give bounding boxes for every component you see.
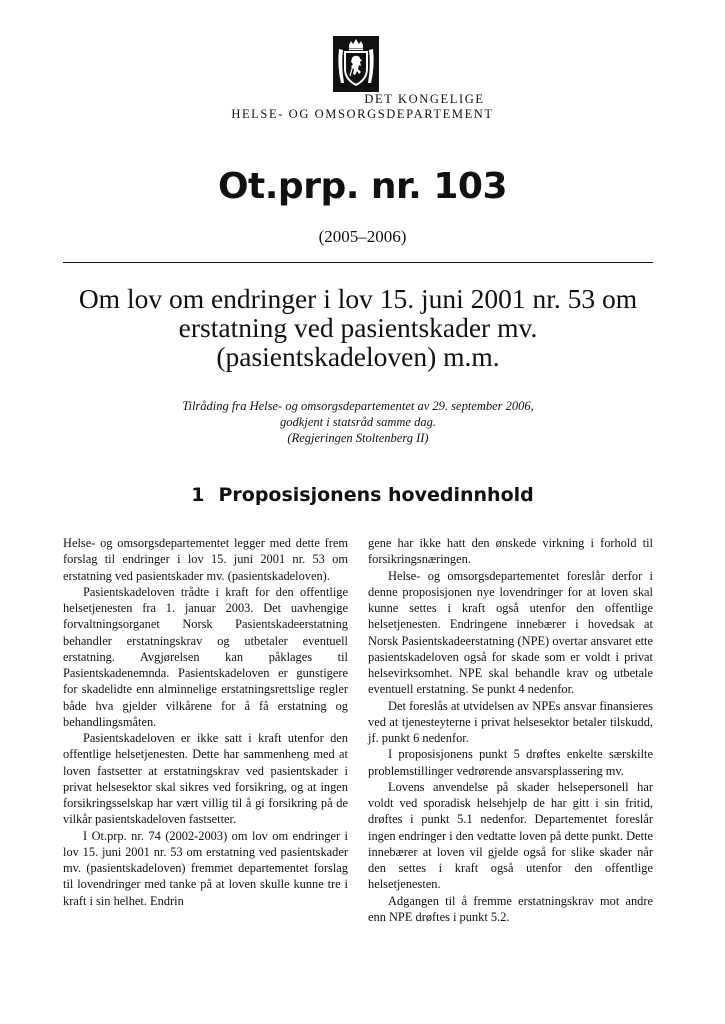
body-paragraph: Pasientskadeloven er ikke satt i kraft utenfor den offentlige helsetjenesten. Dette har sammenheng med at loven fastsetter at erstatningskrav ved pasientskader i privat helsesektor skal sikres ved forsikring, og at ingen forsikringsselskap har vært villig til å gi forsikring på de vilkår pasientskadeloven fastsetter.	[63, 731, 348, 827]
body-paragraph: Helse- og omsorgsdepartementet legger med dette frem forslag til endringer i lov 15. juni 2001 nr. 53 om erstatning ved pasientskader mv. (pasientskadeloven).	[63, 536, 348, 583]
recommendation-line: godkjent i statsråd samme dag.	[280, 415, 436, 429]
body-paragraph: I proposisjonens punkt 5 drøftes enkelte særskilte problemstillinger vedrørende ansvarsplassering mv.	[368, 747, 653, 778]
recommendation-note	[63, 398, 653, 446]
ministry-name-line2: HELSE- OG OMSORGSDEPARTEMENT	[231, 107, 494, 121]
body-paragraph: Helse- og omsorgsdepartementet foreslår derfor i denne proposisjonen nye lovendringer for at loven skal kunne settes i kraft også utenfor den offentlige helsetjenesten. Endringene innebærer i hovedsak at Norsk Pasientskadeerstatning (NPE) overtar ansvaret ette pasientskadeloven også for skade som er voldt i privat helsevirksomhet. NPE skal behandle krav og utbetale eventuell erstatning. Se punkt 4 nedenfor.	[368, 568, 653, 697]
body-paragraph: Lovens anvendelse på skader helsepersonell har voldt ved sporadisk helsehjelp de har gitt i sin fritid, drøftes i punkt 5.1 nedenfor. Departementet foreslår ingen endringer i den vedtatte loven på dette punkt. Dette innebærer at loven vil gjelde også for slike skader når den settes i kraft også utenfor den offentlige helsetjenesten.	[368, 779, 653, 892]
session-period: (2005–2006)	[318, 227, 407, 246]
title-divider	[63, 262, 653, 263]
recommendation-line: (Regjeringen Stoltenberg II)	[287, 431, 429, 445]
section-number: 1	[191, 484, 205, 506]
coat-of-arms-logo	[333, 36, 379, 92]
ministry-name-line1: DET KONGELIGE	[364, 92, 485, 106]
document-title-line: (pasientskadeloven) m.m.	[216, 341, 500, 372]
document-title-line: Om lov om endringer i lov 15. juni 2001 nr. 53 om	[78, 283, 638, 314]
section-heading	[0, 484, 725, 506]
norwegian-royal-coat-of-arms-icon	[333, 36, 379, 92]
document-number: Ot.prp. nr. 103	[217, 166, 508, 207]
left-text-column	[63, 535, 348, 909]
right-text-column	[368, 535, 653, 925]
document-title	[63, 284, 653, 371]
body-paragraph: I Ot.prp. nr. 74 (2002-2003) om lov om endringer i lov 15. juni 2001 nr. 53 om erstatning ved pasientskader mv. (pasientskadeloven) fremmet departementet forslag til lovendringer med tanke på at loven skulle kunne tre i kraft i sin helhet. Endrin	[63, 828, 348, 908]
body-paragraph: Det foreslås at utvidelsen av NPEs ansvar finansieres ved at tjenesteyterne i privat helsesektor betaler tilskudd, jf. punkt 6 nedenfor.	[368, 698, 653, 745]
recommendation-line: Tilråding fra Helse- og omsorgsdepartementet av 29. september 2006,	[182, 399, 534, 413]
body-paragraph: Pasientskadeloven trådte i kraft for den offentlige helsetjenesten fra 1. januar 2003. Det uavhengige forvaltningsorganet Norsk Pasientskadeerstatning behandler erstatningskrav og utbetaler eventuell erstatning. Avgjørelsen kan påklages til Pasientskadenemnda. Pasientskadeloven er gunstigere for skadelidte enn alminnelige erstatningsrettslige regler både hva gjelder vilkårene for å få erstatning og behandlingsmåten.	[63, 584, 348, 729]
body-paragraph: gene har ikke hatt den ønskede virkning i forhold til forsikringsnæringen.	[368, 536, 653, 567]
section-title: Proposisjonens hovedinnhold	[218, 484, 534, 506]
body-paragraph: Adgangen til å fremme erstatningskrav mot andre enn NPE drøftes i punkt 5.2.	[368, 893, 653, 924]
document-title-line: erstatning ved pasientskader mv.	[178, 312, 538, 343]
